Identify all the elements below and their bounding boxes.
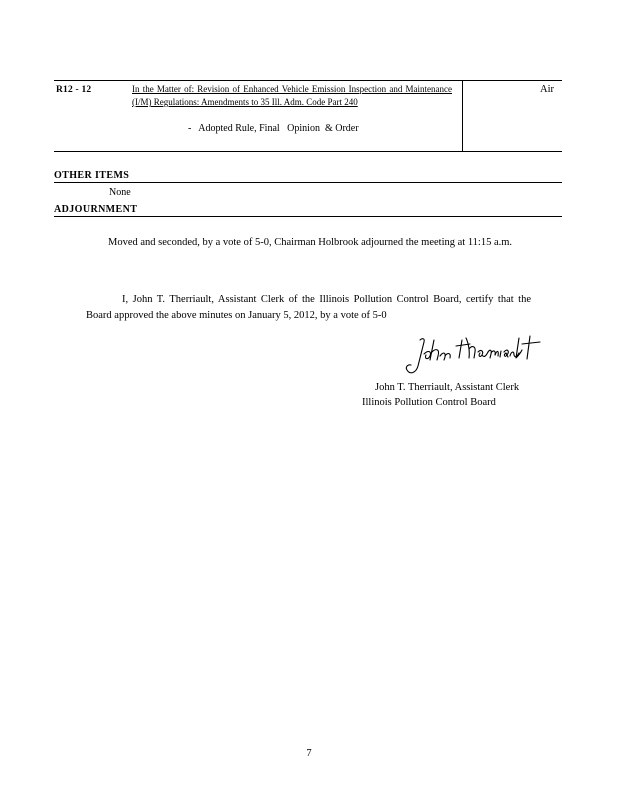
other-items-heading: OTHER ITEMS <box>54 170 562 183</box>
docket-number: R12 - 12 <box>56 85 92 95</box>
adjournment-paragraph: Moved and seconded, by a vote of 5-0, Chairman Holbrook adjourned the meeting at 11:15 a.m. <box>108 237 513 248</box>
certification-paragraph: I, John T. Therriault, Assistant Clerk of the Illinois Pollution Control Board, certify that the Board approved the above minutes on January 5, 2012, by a vote of 5-0 <box>86 294 531 321</box>
adjournment-heading: ADJOURNMENT <box>54 204 562 217</box>
other-items-content: None <box>109 187 131 198</box>
signature-text: John T. Therriault <box>398 380 406 381</box>
signer-organization: Illinois Pollution Control Board <box>362 397 496 408</box>
table-column-divider <box>462 81 463 151</box>
page-number: 7 <box>306 748 312 759</box>
docket-table <box>54 80 562 152</box>
docket-category: Air <box>540 84 554 95</box>
signer-name: John T. Therriault, Assistant Clerk <box>375 382 520 393</box>
handwritten-signature <box>398 332 548 382</box>
docket-action: - Adopted Rule, Final Opinion & Order <box>188 123 359 134</box>
docket-caption: In the Matter of: Revision of Enhanced Vehicle Emission Inspection and Maintenance (I/M) Regulations: Amendments to 35 Ill. Adm. Code Part 240 <box>132 84 452 107</box>
